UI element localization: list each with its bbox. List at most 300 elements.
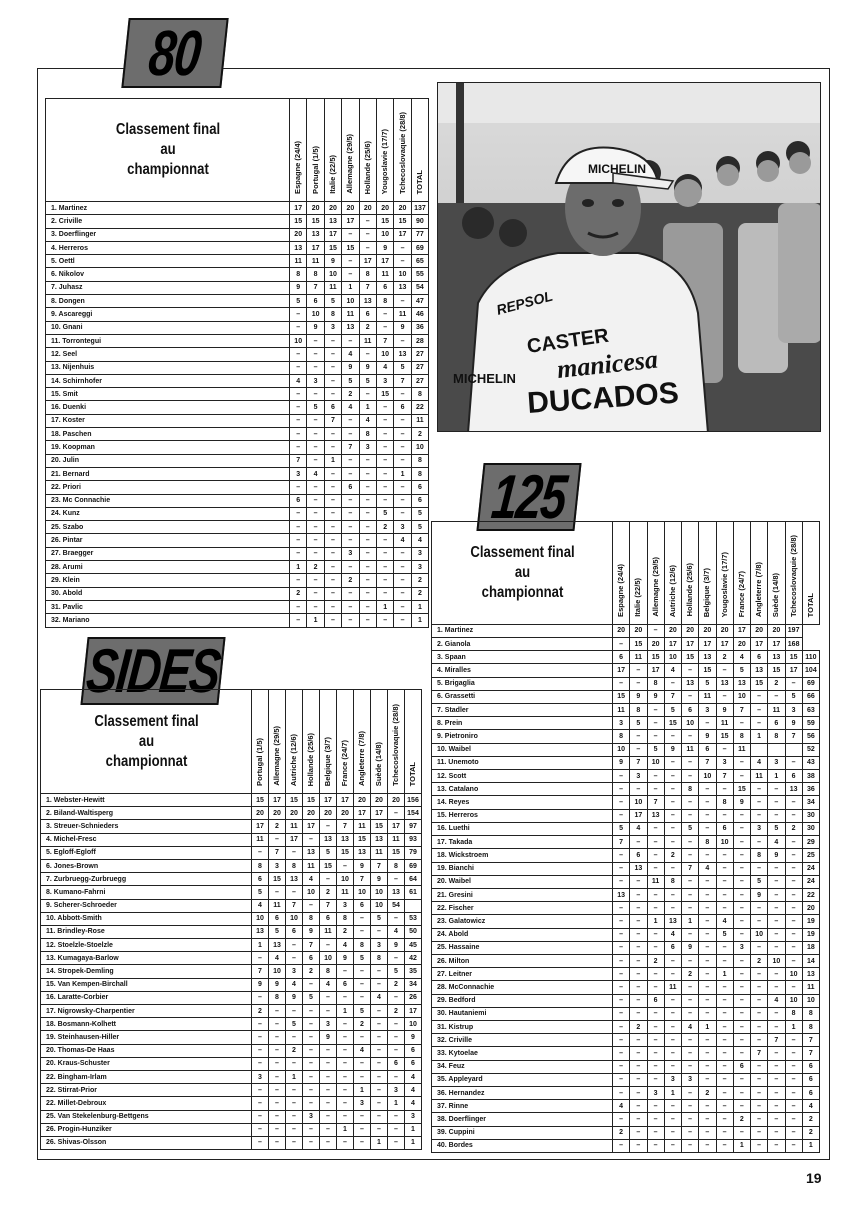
badge-80: [121, 18, 228, 88]
points-cell: 137: [411, 202, 428, 215]
points-cell: –: [359, 561, 376, 574]
points-cell: –: [768, 941, 785, 954]
points-cell: –: [751, 1060, 768, 1073]
points-cell: –: [716, 981, 733, 994]
points-cell: 13: [269, 939, 286, 952]
rider-name: 1. Martinez: [432, 624, 613, 637]
points-cell: 6: [303, 952, 320, 965]
rider-name: 2. Criville: [46, 215, 290, 228]
points-cell: –: [630, 994, 647, 1007]
points-cell: 10: [324, 268, 341, 281]
table-row: [41, 807, 422, 820]
points-cell: 4: [286, 978, 303, 991]
column-header: [354, 690, 371, 794]
points-cell: –: [630, 981, 647, 994]
points-cell: 11: [664, 981, 681, 994]
column-header-label: Tchecoslovaquie (28/8): [788, 534, 798, 617]
points-cell: –: [324, 348, 341, 361]
points-cell: 8: [630, 704, 647, 717]
rider-name: 17. Takada: [432, 836, 613, 849]
table-row: [46, 308, 429, 321]
rider-name: 15. Van Kempen-Birchall: [41, 978, 252, 991]
points-cell: 5: [252, 886, 269, 899]
points-cell: 11: [411, 414, 428, 427]
points-cell: 3: [664, 1073, 681, 1086]
points-cell: –: [716, 862, 733, 875]
table-row: [46, 255, 429, 268]
points-cell: 55: [411, 268, 428, 281]
rider-name: 9. Ascareggi: [46, 308, 290, 321]
points-cell: 4: [613, 1100, 630, 1113]
points-cell: –: [733, 836, 750, 849]
points-cell: –: [290, 614, 307, 627]
points-cell: –: [320, 1123, 337, 1136]
points-cell: –: [359, 467, 376, 480]
points-cell: 77: [411, 228, 428, 241]
table-row: [46, 334, 429, 347]
points-cell: –: [252, 846, 269, 859]
points-cell: –: [394, 454, 411, 467]
points-cell: 10: [716, 836, 733, 849]
points-cell: –: [388, 1044, 405, 1057]
points-cell: 15: [733, 783, 750, 796]
points-cell: –: [342, 268, 359, 281]
points-cell: –: [286, 886, 303, 899]
points-cell: 15: [376, 215, 393, 228]
table-row: [432, 677, 820, 690]
column-header-label: Espagne (24/4): [616, 563, 626, 617]
points-cell: 20: [682, 624, 699, 637]
table-row: [46, 467, 429, 480]
points-cell: –: [303, 1044, 320, 1057]
points-cell: 3: [252, 1070, 269, 1083]
points-cell: –: [664, 1100, 681, 1113]
points-cell: –: [699, 888, 716, 901]
points-cell: –: [733, 862, 750, 875]
points-cell: –: [320, 1070, 337, 1083]
points-cell: –: [630, 915, 647, 928]
points-cell: 17: [388, 820, 405, 833]
rider-name: 14. Schirnhofer: [46, 374, 290, 387]
table-row: [46, 521, 429, 534]
points-cell: 2: [733, 1113, 750, 1126]
points-cell: 10: [699, 770, 716, 783]
table-row: [41, 952, 422, 965]
points-cell: 11: [733, 743, 750, 756]
column-header-label: Suède (14/8): [374, 741, 383, 786]
points-cell: –: [307, 414, 324, 427]
points-cell: 8: [354, 939, 371, 952]
points-cell: –: [359, 215, 376, 228]
points-cell: 13: [394, 281, 411, 294]
table-row: [432, 717, 820, 730]
table-row: [46, 534, 429, 547]
rider-name: 3. Streuer-Schnieders: [41, 820, 252, 833]
points-cell: 9: [699, 730, 716, 743]
points-cell: –: [252, 1018, 269, 1031]
points-cell: 10: [371, 899, 388, 912]
points-cell: –: [664, 1007, 681, 1020]
points-cell: –: [359, 521, 376, 534]
points-cell: 20: [371, 794, 388, 807]
table-row: [46, 281, 429, 294]
table-row: [432, 651, 820, 664]
points-cell: –: [252, 1123, 269, 1136]
points-cell: –: [664, 1034, 681, 1047]
points-cell: 20: [303, 807, 320, 820]
points-cell: –: [307, 494, 324, 507]
rider-name: 4. Herreros: [46, 241, 290, 254]
points-cell: 9: [394, 321, 411, 334]
points-cell: 2: [286, 1044, 303, 1057]
points-cell: –: [785, 849, 802, 862]
points-cell: 9: [630, 690, 647, 703]
points-cell: –: [751, 994, 768, 1007]
points-cell: –: [664, 994, 681, 1007]
points-cell: –: [337, 1031, 354, 1044]
points-cell: 7: [290, 454, 307, 467]
points-cell: 11: [751, 770, 768, 783]
points-cell: –: [751, 809, 768, 822]
table-row: [41, 978, 422, 991]
table-row: [432, 902, 820, 915]
column-header-label: Italie (22/5): [327, 155, 337, 194]
points-cell: –: [647, 1020, 664, 1033]
rider-name: 18. Paschen: [46, 428, 290, 441]
points-cell: –: [733, 1007, 750, 1020]
points-cell: 9: [716, 704, 733, 717]
points-cell: –: [733, 954, 750, 967]
points-cell: 6: [411, 494, 428, 507]
points-cell: 3: [307, 374, 324, 387]
points-cell: –: [751, 1034, 768, 1047]
rider-name: 33. Kytoelae: [432, 1047, 613, 1060]
points-cell: –: [394, 494, 411, 507]
points-cell: 4: [376, 361, 393, 374]
points-cell: –: [716, 902, 733, 915]
rider-name: 10. Gnani: [46, 321, 290, 334]
points-cell: 26: [405, 991, 422, 1004]
points-cell: 2: [768, 677, 785, 690]
column-header-label: Autriche (12/6): [667, 564, 677, 617]
suit-logo-caster: CASTER: [525, 324, 611, 358]
points-cell: 11: [613, 704, 630, 717]
points-cell: 17: [303, 820, 320, 833]
points-cell: 11: [337, 886, 354, 899]
points-cell: 3: [768, 756, 785, 769]
rider-name: 20. Waibel: [432, 875, 613, 888]
table-row: [41, 794, 422, 807]
points-cell: 13: [716, 677, 733, 690]
points-cell: 4: [716, 915, 733, 928]
points-cell: –: [303, 1084, 320, 1097]
points-cell: –: [359, 454, 376, 467]
points-cell: 15: [613, 690, 630, 703]
points-cell: –: [716, 1126, 733, 1139]
points-cell: –: [647, 941, 664, 954]
points-cell: –: [388, 873, 405, 886]
points-cell: 17: [613, 664, 630, 677]
points-cell: 15: [371, 820, 388, 833]
points-cell: –: [376, 547, 393, 560]
points-cell: –: [785, 1100, 802, 1113]
table-row: [41, 939, 422, 952]
points-cell: 6: [751, 651, 768, 664]
points-cell: 1: [751, 730, 768, 743]
points-cell: 3: [411, 547, 428, 560]
points-cell: –: [613, 1020, 630, 1033]
points-cell: –: [613, 875, 630, 888]
points-cell: 2: [376, 521, 393, 534]
title-line: au: [514, 563, 530, 581]
points-cell: –: [716, 809, 733, 822]
rider-name: 14. Stropek-Demling: [41, 965, 252, 978]
points-cell: –: [324, 600, 341, 613]
points-cell: 13: [613, 888, 630, 901]
table-row: [46, 600, 429, 613]
points-cell: 13: [682, 677, 699, 690]
points-cell: 17: [359, 255, 376, 268]
points-cell: 7: [716, 770, 733, 783]
points-cell: [751, 743, 768, 756]
points-cell: –: [768, 1060, 785, 1073]
points-cell: –: [630, 677, 647, 690]
points-cell: 7: [630, 756, 647, 769]
points-cell: –: [630, 1100, 647, 1113]
points-cell: –: [269, 1031, 286, 1044]
column-header-label: Yougoslavie (17/7): [380, 128, 390, 194]
points-cell: 15: [303, 794, 320, 807]
points-cell: 20: [286, 807, 303, 820]
points-cell: 20: [647, 638, 664, 651]
points-cell: 20: [699, 624, 716, 637]
table-row: [432, 664, 820, 677]
points-cell: 1: [699, 1020, 716, 1033]
points-cell: –: [320, 1005, 337, 1018]
points-cell: –: [376, 494, 393, 507]
points-cell: –: [388, 991, 405, 1004]
points-cell: –: [699, 875, 716, 888]
points-cell: 5: [664, 704, 681, 717]
rider-name: 34. Feuz: [432, 1060, 613, 1073]
points-cell: –: [359, 507, 376, 520]
points-cell: 3: [388, 1084, 405, 1097]
badge-80-text: 80: [146, 17, 204, 89]
points-cell: –: [354, 912, 371, 925]
points-cell: –: [324, 534, 341, 547]
points-cell: –: [303, 1057, 320, 1070]
points-cell: –: [682, 1047, 699, 1060]
points-cell: 20: [359, 202, 376, 215]
column-header-label: Hollande (25/6): [685, 563, 695, 617]
rider-name: 11. Brindley-Rose: [41, 925, 252, 938]
points-cell: –: [342, 255, 359, 268]
points-cell: 5: [320, 846, 337, 859]
column-header: [388, 690, 405, 794]
points-cell: 8: [290, 268, 307, 281]
points-cell: –: [290, 521, 307, 534]
column-header: [802, 522, 819, 625]
points-cell: –: [376, 587, 393, 600]
points-cell: 1: [664, 1086, 681, 1099]
points-cell: –: [324, 481, 341, 494]
points-cell: 2: [802, 1126, 819, 1139]
points-cell: –: [252, 1136, 269, 1149]
rider-name: 22. Stirrat-Prior: [41, 1084, 252, 1097]
points-cell: 8: [337, 912, 354, 925]
points-cell: 22: [411, 401, 428, 414]
points-cell: 9: [252, 978, 269, 991]
points-cell: –: [716, 1020, 733, 1033]
points-cell: –: [647, 1126, 664, 1139]
points-cell: 4: [371, 991, 388, 1004]
points-cell: 9: [269, 978, 286, 991]
points-cell: 54: [388, 899, 405, 912]
points-cell: –: [376, 428, 393, 441]
standings-80cc: [45, 98, 429, 628]
points-cell: –: [751, 1007, 768, 1020]
points-cell: 6: [699, 743, 716, 756]
points-cell: 10: [376, 348, 393, 361]
points-cell: –: [699, 954, 716, 967]
points-cell: –: [290, 600, 307, 613]
points-cell: 13: [388, 886, 405, 899]
points-cell: 3: [337, 899, 354, 912]
points-cell: –: [751, 704, 768, 717]
column-header: [405, 690, 422, 794]
points-cell: –: [768, 1020, 785, 1033]
points-cell: 3: [785, 704, 802, 717]
column-header: [751, 522, 768, 625]
table-row: [432, 809, 820, 822]
points-cell: 5: [303, 991, 320, 1004]
table-row: [432, 1034, 820, 1047]
points-cell: 20: [307, 202, 324, 215]
points-cell: 168: [785, 638, 802, 651]
column-header-label: Belgique (3/7): [702, 567, 712, 617]
points-cell: –: [613, 968, 630, 981]
points-cell: –: [394, 334, 411, 347]
column-header-label: Portugal (1/5): [255, 738, 264, 786]
points-cell: 5: [359, 374, 376, 387]
points-cell: –: [630, 968, 647, 981]
points-cell: 10: [802, 994, 819, 1007]
rider-name: 32. Mariano: [46, 614, 290, 627]
rider-name: 26. Shivas-Olsson: [41, 1136, 252, 1149]
table-row: [46, 494, 429, 507]
points-cell: 7: [337, 820, 354, 833]
points-cell: 6: [411, 481, 428, 494]
points-cell: 8: [252, 859, 269, 872]
points-cell: 9: [664, 743, 681, 756]
points-cell: 11: [307, 255, 324, 268]
table-row: [432, 875, 820, 888]
points-cell: –: [785, 954, 802, 967]
points-cell: 6: [286, 925, 303, 938]
points-cell: –: [269, 1110, 286, 1123]
points-cell: 10: [307, 308, 324, 321]
points-cell: –: [252, 1057, 269, 1070]
rider-name: 13. Kumagaya-Barlow: [41, 952, 252, 965]
points-cell: 18: [802, 941, 819, 954]
points-cell: –: [733, 756, 750, 769]
points-cell: –: [371, 1031, 388, 1044]
points-cell: 17: [376, 255, 393, 268]
points-cell: 2: [290, 587, 307, 600]
points-cell: 6: [802, 1086, 819, 1099]
page-number: 19: [806, 1170, 822, 1186]
points-cell: 17: [630, 809, 647, 822]
points-cell: 4: [405, 1070, 422, 1083]
points-cell: 3: [647, 1086, 664, 1099]
points-cell: 2: [664, 849, 681, 862]
points-cell: –: [682, 1100, 699, 1113]
points-cell: 1: [647, 915, 664, 928]
points-cell: 8: [802, 1020, 819, 1033]
points-cell: 3: [354, 1097, 371, 1110]
column-header: [699, 522, 716, 625]
points-cell: –: [647, 836, 664, 849]
points-cell: 8: [785, 1007, 802, 1020]
points-cell: –: [664, 902, 681, 915]
points-cell: 8: [716, 796, 733, 809]
points-cell: –: [394, 414, 411, 427]
points-cell: –: [354, 1110, 371, 1123]
column-header: [371, 690, 388, 794]
table-row: [41, 991, 422, 1004]
column-header: [682, 522, 699, 625]
points-cell: –: [342, 228, 359, 241]
points-cell: –: [394, 295, 411, 308]
points-cell: 2: [630, 1020, 647, 1033]
points-cell: –: [613, 1060, 630, 1073]
points-cell: 10: [303, 886, 320, 899]
points-cell: 15: [307, 215, 324, 228]
points-cell: 8: [768, 730, 785, 743]
points-cell: –: [613, 994, 630, 1007]
points-cell: –: [359, 614, 376, 627]
points-cell: 64: [405, 873, 422, 886]
points-cell: –: [768, 1086, 785, 1099]
points-cell: –: [324, 587, 341, 600]
points-cell: 6: [337, 978, 354, 991]
table-row: [41, 873, 422, 886]
points-cell: –: [286, 1097, 303, 1110]
points-cell: 2: [269, 820, 286, 833]
table-row: [41, 1097, 422, 1110]
points-cell: 17: [394, 228, 411, 241]
points-cell: –: [394, 587, 411, 600]
points-cell: 5: [376, 507, 393, 520]
points-cell: –: [699, 1034, 716, 1047]
points-cell: –: [664, 968, 681, 981]
points-cell: 7: [768, 1034, 785, 1047]
points-cell: 11: [630, 651, 647, 664]
points-cell: 15: [354, 833, 371, 846]
column-header: [613, 522, 630, 625]
points-cell: –: [376, 561, 393, 574]
points-cell: 8: [359, 428, 376, 441]
points-cell: –: [785, 888, 802, 901]
points-cell: –: [337, 1070, 354, 1083]
points-cell: 9: [376, 241, 393, 254]
rider-name: 25. Szabo: [46, 521, 290, 534]
points-cell: 11: [269, 899, 286, 912]
table-row: [46, 295, 429, 308]
points-cell: –: [768, 796, 785, 809]
points-cell: –: [733, 1100, 750, 1113]
column-header: [324, 99, 341, 202]
